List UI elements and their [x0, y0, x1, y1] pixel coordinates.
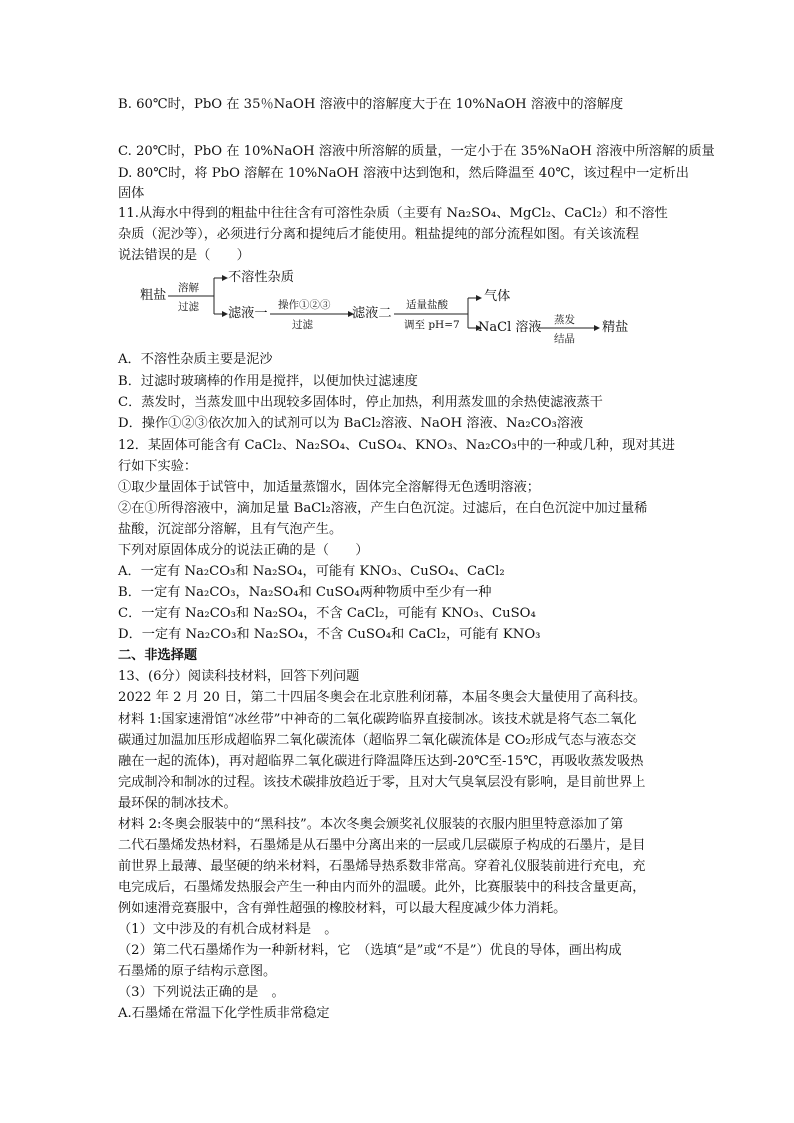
q13-intro: 2022 年 2 月 20 日，第二十四届冬奥会在北京胜利闭幕，本届冬奥会大量使用了高科技。	[118, 690, 647, 705]
q12-stem-line2: 行如下实验：	[118, 459, 198, 474]
q11-stem-line3: 说法错误的是（ ）	[118, 248, 250, 263]
flow-crystallize-label: 结晶	[554, 333, 575, 345]
section-heading: 二、非选择题	[118, 648, 198, 663]
flow-filtrate1: 滤液一	[228, 306, 268, 321]
q13-sub-question-3-option-a: A.石墨烯在常温下化学性质非常稳定	[118, 1006, 330, 1021]
q11-stem-line2: 杂质（泥沙等），必须进行分离和提纯后才能使用。粗盐提纯的部分流程如图。有关该流程	[118, 227, 639, 242]
q12-option-d: D．一定有 Na₂CO₃和 Na₂SO₄，不含 CuSO₄和 CaCl₂，可能有 KNO₃	[118, 627, 541, 642]
q11-option-d: D．操作①②③依次加入的试剂可以为 BaCl₂溶液、NaOH 溶液、Na₂CO₃溶液	[118, 416, 584, 431]
q13-material1-line3: 融在一起的流体)，再对超临界二氧化碳进行降温降压达到-20℃至-15℃，再吸收蒸发吸热	[118, 754, 644, 769]
q13-material2-line2: 二代石墨烯发热材料，石墨烯是从石墨中分离出来的一层或几层碳原子构成的石墨片，是目	[118, 838, 646, 853]
q13-material2-line3: 前世界上最薄、最坚硬的纳米材料，石墨烯导热系数非常高。穿着礼仪服装前进行充电，充	[118, 859, 646, 874]
q11-option-b: B．过滤时玻璃棒的作用是搅拌，以便加快过滤速度	[118, 374, 418, 389]
q12-option-a: A．一定有 Na₂CO₃和 Na₂SO₄，可能有 KNO₃、CuSO₄、CaCl₂	[118, 564, 505, 579]
q12-experiment-1: ①取少量固体于试管中，加适量蒸馏水，固体完全溶解得无色透明溶液；	[118, 480, 540, 495]
flow-operation-label: 操作①②③	[278, 299, 331, 311]
flow-gas: 气体	[484, 289, 511, 304]
q12-option-b: B．一定有 Na₂CO₃，Na₂SO₄和 CuSO₄两种物质中至少有一种	[118, 585, 492, 600]
q11-option-c: C．蒸发时，当蒸发皿中出现较多固体时，停止加热，利用蒸发皿的余热使滤液蒸干	[118, 395, 603, 410]
q12-option-c: C．一定有 Na₂CO₃和 Na₂SO₄，不含 CaCl₂，可能有 KNO₃、CuSO₄	[118, 606, 536, 621]
q13-sub-question-1: （1）文中涉及的有机合成材料是 。	[118, 922, 338, 937]
q12-stem-line1: 12．某固体可能含有 CaCl₂、Na₂SO₄、CuSO₄、KNO₃、Na₂CO₃中的一种或几种，现对其进	[118, 438, 675, 453]
flow-dissolve-label: 溶解	[178, 282, 199, 294]
q13-material2-line1: 材料 2:冬奥会服装中的“黑科技”。本次冬奥会颁奖礼仪服装的衣服内胆里特意添加了第	[118, 817, 624, 832]
q11-stem-line1: 11.从海水中得到的粗盐中往往含有可溶性杂质（主要有 Na₂SO₄、MgCl₂、CaCl₂）和不溶性	[118, 206, 668, 221]
q10-option-d-line2: 固体	[118, 186, 145, 201]
q11-option-a: A．不溶性杂质主要是泥沙	[118, 352, 273, 367]
flow-filter1-label: 过滤	[178, 301, 199, 313]
q13-sub-question-2-line2: 石墨烯的原子结构示意图。	[118, 964, 277, 979]
q10-option-c: C. 20℃时，PbO 在 10%NaOH 溶液中所溶解的质量，一定小于在 35%NaOH 溶液中所溶解的质量	[118, 144, 715, 159]
q12-experiment-2-line2: 盐酸，沉淀部分溶解，且有气泡产生。	[118, 522, 343, 537]
q13-sub-question-2-line1: （2）第二代石墨烯作为一种新材料，它 （选填“是”或“不是”）优良的导体，画出构成	[118, 943, 622, 958]
flow-evaporate-label: 蒸发	[554, 314, 575, 326]
q12-experiment-2-line1: ②在①所得溶液中，滴加足量 BaCl₂溶液，产生白色沉淀。过滤后，在白色沉淀中加过量稀	[118, 501, 648, 516]
q12-question: 下列对原固体成分的说法正确的是（ ）	[118, 543, 369, 558]
flow-ph-label: 调至 pH=7	[404, 319, 460, 331]
flow-acid-label: 适量盐酸	[406, 299, 448, 311]
q10-option-b: B. 60℃时，PbO 在 35％NaOH 溶液中的溶解度大于在 10%NaOH 溶液中的溶解度	[118, 97, 624, 112]
salt-purification-flowchart	[130, 262, 650, 350]
flow-filtrate2: 滤液二	[352, 306, 392, 321]
flow-nacl-solution: NaCl 溶液	[478, 320, 542, 335]
q13-material1-line4: 完成制冷和制冰的过程。该技术碳排放趋近于零，且对大气臭氧层没有影响，是目前世界上	[118, 775, 646, 790]
q13-stem: 13、(6分）阅读科技材料，回答下列问题	[118, 669, 360, 684]
q13-sub-question-3: （3）下列说法正确的是 。	[118, 985, 285, 1000]
q13-material1-line2: 碳通过加温加压形成超临界二氧化碳流体（超临界二氧化碳流体是 CO₂形成气态与液态交	[118, 733, 637, 748]
q10-option-d-line1: D. 80℃时，将 PbO 溶解在 10%NaOH 溶液中达到饱和，然后降温至 40℃，该过程中一定析出	[118, 166, 689, 181]
flow-fine-salt: 精盐	[602, 320, 629, 335]
flow-insoluble: 不溶性杂质	[228, 270, 294, 285]
q13-material2-line5: 例如速滑竞赛服中，含有弹性超强的橡胶材料，可以最大程度减少体力消耗。	[118, 901, 567, 916]
q13-material2-line4: 电完成后，石墨烯发热服会产生一种由内而外的温暖。此外，比赛服装中的科技含量更高，	[118, 880, 646, 895]
q13-material1-line5: 最环保的制冰技术。	[118, 796, 237, 811]
flow-filter2-label: 过滤	[292, 319, 313, 331]
q13-material1-line1: 材料 1:国家速滑馆“冰丝带”中神奇的二氧化碳跨临界直接制冰。该技术就是将气态二氧化	[118, 712, 637, 727]
flow-crude-salt: 粗盐	[140, 288, 167, 303]
